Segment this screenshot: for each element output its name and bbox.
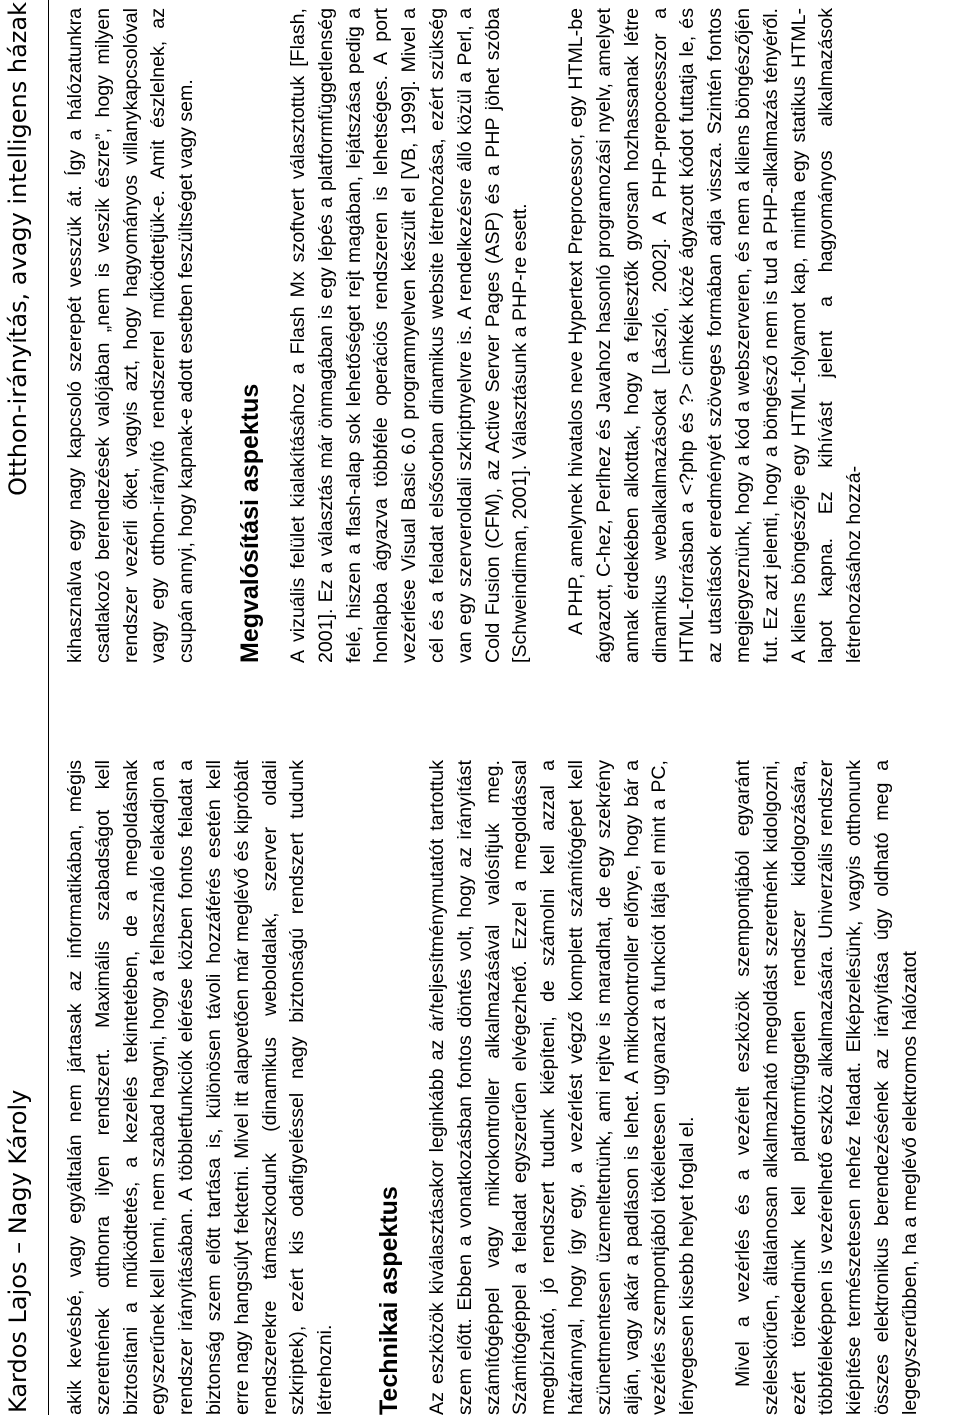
left-paragraph-2: Az eszközök kiválasztásakor leginkább az ár/teljesítménymutatót tartottuk szem előtt. Ebben a vonatkozásban fontos döntés volt, hogy az irányítást számítógéppel vagy mikrokontroller alkalmazásával valósítjuk meg. Számítógéppel a feladat egyszerűen elvégezhető. Ezzel a megoldással megbízható, jó rendszert tudunk kiépíteni, de számolni kell azzal a hátránnyal, hogy így egy, a vezérlést végző komplett számítógépet kell szünetmentesen üzemeltetnünk, ami rejtve is maradhat, de egy szekrény alján, vagy akár a padláson is lehet. A mikrokontroller előnye, hogy bár a vezérlés szempontjából tökéletesen ugyanazt a funkciót látja el mint a PC, lényegesen kisebb helyet foglal el. xyxy=(425,760,699,1415)
right-paragraph-1: kihasználva egy nagy kapcsoló szerepét vesszük át. Így a hálózatunkra csatlakozó berendezések valójában „nem is veszik észre”, hogy milyen rendszer vezérli őket, vagyis azt, hogy hagyományos villanykapcsolóval vagy egy otthon-irányító rendszerrel működtetjük-e. Amit észlelnek, az csupán annyi, hogy kapnak-e adott esetben feszültséget vagy sem. xyxy=(64,8,198,663)
header-authors: Kardos Lajos – Nagy Károly xyxy=(4,1089,32,1413)
left-paragraph-1: akik kevésbé, vagy egyáltalán nem jártasak az informatikában, mégis szeretnének otthonra ilyen rendszert. Maximális szabadságot kell biztosítani a működtetés, a kezelés tekintetében, de a megoldásnak egyszerűnek kell lenni, nem szabad hagyni, hogy a felhasználó elakadjon a rendszer irányításában. A többletfunkciók elérése közben fontos feladat a biztonság szem előtt tartása is, különösen távoli hozzáférés esetén kell erre nagy hangsúlyt fektetni. Mivel itt alapvetően már meglévő és kipróbált rendszerekre támaszkodunk (dinamikus weboldalak, szerver oldali szkriptek), ezért kis odafigyeléssel nagy biztonságú rendszert tudunk létrehozni. xyxy=(64,760,337,1415)
running-header xyxy=(0,0,49,1415)
section-heading-implementation: Megvalósítási aspektus xyxy=(235,383,264,663)
left-paragraph-3: Mivel a vezérlés és a vezérelt eszközök szempontjából egyaránt széleskörűen, általánosan alkalmazható megoldást szeretnénk kidolgozni, ezért törekednünk kell platformfüggetlen rendszer kidolgozására, többféleképpen is vezérelhető eszköz alkalmazására. Univerzális rendszer kiépítése természetesen nehéz feladat. Elképzelésünk, vagyis otthonunk összes elektronikus berendezésének az irányítása úgy oldható meg a legegyszerűbben, ha a meglévő elektromos hálózatot xyxy=(731,760,921,1415)
right-paragraph-3: A PHP, amelynek hivatalos neve Hypertext Preprocessor, egy HTML-be ágyazott, C-hez, Perlhez és Javahoz hasonló programozási nyelv, amelyet annak érdekében alkottak, hogy a fejlesztők gyorsan hozhassanak létre dinamikus webalkalmazásokat [László, 2002]. A PHP-prepocesszor a HTML-forrásban a <?php és ?> címkék közé ágyazott kódot futtatja le, és az utasítások eredményét szöveges formában adja vissza. Szintén fontos megjegyeznünk, hogy a kód a webszerveren, és nem a kliens böngészőjén fut. Ez azt jelenti, hogy a böngésző nem is tud a PHP-alkalmazás tényéről. A kliens böngészője egy HTML-folyamot kap, mintha egy statikus HTML-lapot kapna. Ez kihívást jelent a hagyományos alkalmazások létrehozásához hozzá- xyxy=(565,8,866,663)
left-column xyxy=(62,760,925,1415)
section-heading-technical: Technikai aspektus xyxy=(374,1186,403,1415)
header-title: Otthon-irányítás, avagy intelligens házak xyxy=(4,2,32,496)
right-paragraph-2: A vizuális felület kialakításához a Flash Mx szoftvert választottuk [Flash, 2001]. Ez a választás már önmagában is egy lépés a platformfüggetlenség felé, hiszen a flash-alap sok lehetőséget rejt magában, lejátszása pedig a honlapba ágyazva többféle operációs rendszeren is lehetséges. A port vezérlése Visual Basic 6.0 programnyelven készült el [VB, 1999]. Mivel a cél és a feladat elsősorban dinamikus website létrehozása, ezért szükség van egy szerveroldali szkriptnyelvre is. A rendelkezésre álló közül a Perl, a Cold Fusion (CFM), az Active Server Pages (ASP) és a PHP jöhet szóba [Schweindiman, 2001]. Választásunk a PHP-re esett. xyxy=(286,8,532,663)
right-column xyxy=(62,8,869,663)
